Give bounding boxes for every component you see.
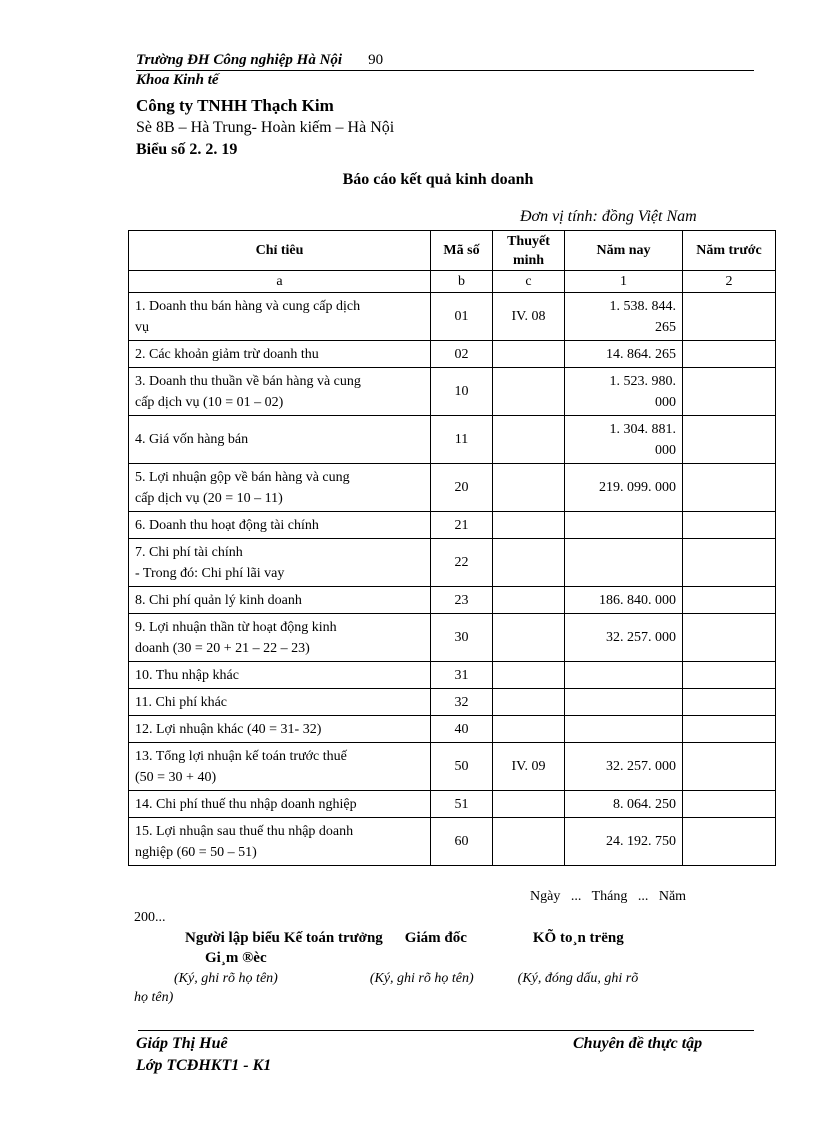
cell-indicator: [129, 791, 431, 818]
current-year-value: 186. 840. 000: [599, 592, 676, 608]
page-header: [136, 50, 754, 71]
current-year-value: 000: [655, 442, 676, 458]
letter-c: c: [493, 271, 565, 293]
page-number: 90: [368, 52, 384, 68]
cell-current-year: [565, 662, 683, 689]
current-year-value: 219. 099. 000: [599, 480, 676, 495]
note-accountant: (Ký, ghi rõ họ tên): [369, 971, 474, 986]
letter-2: 2: [683, 271, 776, 293]
cell-previous-year: [683, 716, 776, 743]
indicator-text: 7. Chi phí tài chính: [135, 544, 243, 560]
cell-note: [493, 662, 565, 689]
indicator-text: - Trong đó: Chi phí lãi vay: [135, 565, 285, 581]
cell-note: [493, 464, 565, 512]
cell-current-year: [565, 539, 683, 587]
cell-indicator: [129, 368, 431, 416]
cell-indicator: [129, 662, 431, 689]
cell-note: [493, 587, 565, 614]
cell-previous-year: [683, 689, 776, 716]
col-header-code: Mã số: [431, 231, 493, 271]
cell-current-year: [565, 368, 683, 416]
cell-note: [493, 791, 565, 818]
faculty-name: Khoa Kinh tế: [136, 72, 219, 88]
table-body: [129, 293, 776, 866]
indicator-text: 1. Doanh thu bán hàng và cung cấp dịch: [135, 298, 361, 314]
current-year-value: 24. 192. 750: [606, 834, 676, 849]
signature-titles: [185, 930, 624, 947]
cell-previous-year: [683, 368, 776, 416]
table-row: [129, 743, 776, 791]
cell-current-year: [565, 716, 683, 743]
cell-note: [493, 512, 565, 539]
title-chief-accountant: Kế toán trưởng: [283, 930, 383, 946]
col-header-indicator: Chỉ tiêu: [129, 231, 431, 271]
cell-note: IV. 09: [493, 743, 565, 791]
cell-note: [493, 614, 565, 662]
indicator-text: (50 = 30 + 40): [135, 769, 217, 785]
title-director-alt: Gi¸m ®èc: [205, 950, 267, 966]
cell-note: [493, 368, 565, 416]
letter-1: 1: [565, 271, 683, 293]
note-preparer: (Ký, ghi rõ họ tên): [174, 971, 278, 986]
current-year-value: 1. 304. 881.: [609, 421, 676, 437]
indicator-text: 11. Chi phí khác: [135, 694, 228, 710]
current-year-value: 32. 257. 000: [606, 630, 676, 645]
cell-note: [493, 341, 565, 368]
table-row: [129, 689, 776, 716]
col-header-current-year: Năm nay: [565, 231, 683, 271]
cell-current-year: [565, 818, 683, 866]
title-director: Giám đốc: [404, 930, 467, 946]
cell-indicator: [129, 341, 431, 368]
current-year-value: 1. 523. 980.: [609, 373, 676, 389]
cell-current-year: [565, 341, 683, 368]
date-year: 200...: [134, 910, 166, 925]
form-number: Biểu số 2. 2. 19: [136, 141, 238, 158]
letter-b: b: [431, 271, 493, 293]
indicator-text: 12. Lợi nhuận khác (40 = 31- 32): [135, 721, 322, 737]
cell-note: [493, 539, 565, 587]
table-row: [129, 614, 776, 662]
indicator-text: 4. Giá vốn hàng bán: [135, 432, 249, 447]
cell-code: 31: [431, 662, 493, 689]
table-row: [129, 587, 776, 614]
student-name: Giáp Thị Huê: [136, 1035, 228, 1052]
report-title: Báo cáo kết quả kinh doanh: [342, 171, 534, 188]
footer-rule: [138, 1030, 754, 1031]
cell-code: 51: [431, 791, 493, 818]
cell-code: 32: [431, 689, 493, 716]
company-address: Sè 8B – Hà Trung- Hoàn kiếm – Hà Nội: [136, 119, 395, 136]
cell-previous-year: [683, 587, 776, 614]
indicator-text: cấp dịch vụ (20 = 10 – 11): [135, 490, 283, 506]
cell-note: [493, 416, 565, 464]
indicator-text: 13. Tổng lợi nhuận kế toán trước thuế: [135, 748, 347, 764]
current-year-value: 32. 257. 000: [606, 759, 676, 774]
table-row: [129, 368, 776, 416]
cell-current-year: [565, 464, 683, 512]
date-line: Ngày ... Tháng ... Năm: [530, 889, 687, 904]
cell-code: 50: [431, 743, 493, 791]
cell-indicator: [129, 818, 431, 866]
current-year-value: 8. 064. 250: [613, 796, 676, 812]
cell-code: 20: [431, 464, 493, 512]
indicator-text: 5. Lợi nhuận gộp về bán hàng và cung: [135, 469, 350, 485]
table-row: [129, 662, 776, 689]
cell-note: IV. 08: [493, 293, 565, 341]
indicator-text: 14. Chi phí thuế thu nhập doanh nghiệp: [135, 796, 357, 812]
note-director: (Ký, đóng dấu, ghi rõ: [517, 971, 639, 986]
cell-indicator: [129, 743, 431, 791]
indicator-text: nghiệp (60 = 50 – 51): [135, 844, 257, 860]
cell-indicator: [129, 689, 431, 716]
cell-indicator: [129, 464, 431, 512]
table-row: [129, 716, 776, 743]
cell-note: [493, 818, 565, 866]
cell-indicator: [129, 614, 431, 662]
cell-current-year: [565, 743, 683, 791]
col-header-previous-year: Năm trước: [683, 231, 776, 271]
table-row: [129, 512, 776, 539]
cell-code: 60: [431, 818, 493, 866]
report-type: Chuyên đề thực tập: [573, 1035, 703, 1052]
table-row: [129, 416, 776, 464]
title-preparer: Người lập biểu: [185, 930, 280, 946]
table-row: [129, 293, 776, 341]
cell-note: [493, 716, 565, 743]
table-row: [129, 818, 776, 866]
cell-previous-year: [683, 743, 776, 791]
table-row: [129, 539, 776, 587]
letter-a: a: [129, 271, 431, 293]
cell-code: 02: [431, 341, 493, 368]
cell-indicator: [129, 512, 431, 539]
cell-current-year: [565, 791, 683, 818]
cell-note: [493, 689, 565, 716]
indicator-text: vụ: [135, 319, 149, 335]
currency-unit: Đơn vị tính: đồng Việt Nam: [520, 208, 697, 225]
cell-previous-year: [683, 464, 776, 512]
col-header-note: Thuyết minh: [493, 231, 565, 271]
cell-code: 10: [431, 368, 493, 416]
cell-code: 22: [431, 539, 493, 587]
current-year-value: 14. 864. 265: [606, 346, 676, 362]
cell-previous-year: [683, 818, 776, 866]
indicator-text: 3. Doanh thu thuần về bán hàng và cung: [135, 373, 361, 389]
cell-current-year: [565, 293, 683, 341]
cell-indicator: [129, 539, 431, 587]
income-statement-table: [128, 230, 776, 866]
company-name: Công ty TNHH Thạch Kim: [136, 96, 334, 115]
school-name: Trường ĐH Công nghiệp Hà Nội: [136, 52, 343, 68]
cell-current-year: [565, 614, 683, 662]
cell-current-year: [565, 689, 683, 716]
current-year-value: 265: [655, 319, 676, 335]
cell-previous-year: [683, 293, 776, 341]
indicator-text: cấp dịch vụ (10 = 01 – 02): [135, 394, 284, 410]
indicator-text: 6. Doanh thu hoạt động tài chính: [135, 517, 319, 533]
current-year-value: 1. 538. 844.: [609, 298, 676, 314]
cell-current-year: [565, 512, 683, 539]
note-director-cont: họ tên): [134, 990, 174, 1005]
cell-code: 11: [431, 416, 493, 464]
cell-previous-year: [683, 614, 776, 662]
cell-current-year: [565, 416, 683, 464]
indicator-text: 10. Thu nhập khác: [135, 667, 239, 683]
cell-previous-year: [683, 662, 776, 689]
cell-indicator: [129, 293, 431, 341]
cell-previous-year: [683, 539, 776, 587]
cell-current-year: [565, 587, 683, 614]
indicator-text: 2. Các khoản giảm trừ doanh thu: [135, 346, 319, 362]
signature-notes: [134, 969, 754, 1007]
cell-indicator: [129, 416, 431, 464]
table-letter-row: [129, 271, 776, 293]
indicator-text: 15. Lợi nhuận sau thuế thu nhập doanh: [135, 823, 354, 839]
table-row: [129, 341, 776, 368]
cell-code: 01: [431, 293, 493, 341]
cell-previous-year: [683, 791, 776, 818]
title-chief-accountant-alt: KÕ to¸n trëng: [532, 930, 624, 946]
cell-previous-year: [683, 512, 776, 539]
indicator-text: 8. Chi phí quản lý kinh doanh: [135, 592, 302, 608]
cell-indicator: [129, 587, 431, 614]
cell-code: 40: [431, 716, 493, 743]
table-header-row: [129, 231, 776, 271]
current-year-value: 000: [655, 394, 676, 410]
indicator-text: 9. Lợi nhuận thần từ hoạt động kinh: [135, 619, 337, 635]
cell-previous-year: [683, 416, 776, 464]
cell-code: 21: [431, 512, 493, 539]
indicator-text: doanh (30 = 20 + 21 – 22 – 23): [135, 640, 310, 656]
cell-previous-year: [683, 341, 776, 368]
table-row: [129, 464, 776, 512]
cell-code: 23: [431, 587, 493, 614]
table-row: [129, 791, 776, 818]
cell-indicator: [129, 716, 431, 743]
cell-code: 30: [431, 614, 493, 662]
class-name: Lớp TCĐHKT1 - K1: [136, 1057, 272, 1074]
